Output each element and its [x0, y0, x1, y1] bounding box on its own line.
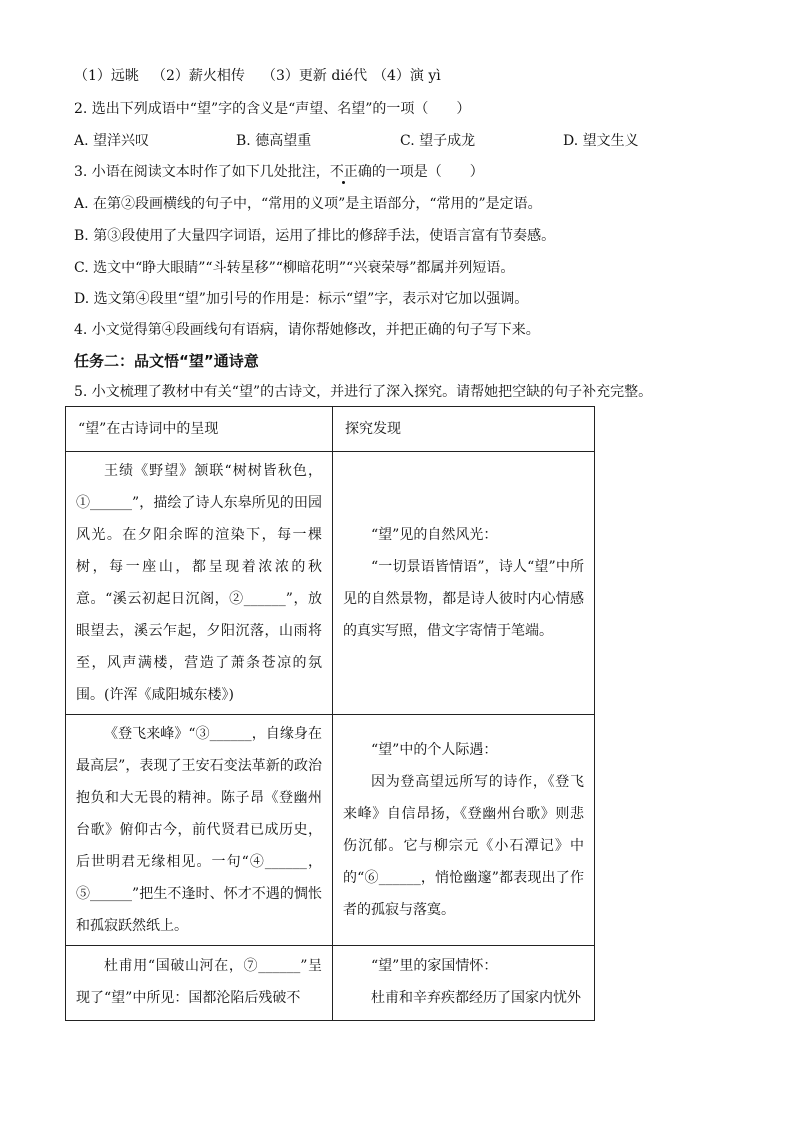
header-findings: 探究发现 — [345, 421, 401, 437]
table-cell — [66, 946, 333, 1021]
question-3-stem — [74, 162, 484, 182]
q3-stem-part-b: 确的一项是（ ） — [357, 164, 484, 180]
poem-table — [65, 406, 595, 1021]
row-1-left-text: 王绩《野望》颔联“树树皆秋色，①______”，描绘了诗人东皋所见的田园风光。在夕阳余晖的渲染下，每一棵树，每一座山，都呈现着浓浓的秋意。“溪云初起日沉阁，②______”，放眼望去，溪云乍起，夕阳沉落，山雨将至，风声满楼，营造了萧条苍凉的氛围。(许浑《咸阳城东楼》) — [76, 463, 322, 703]
q2-option-d[interactable]: D. 望文生义 — [563, 133, 639, 149]
table-header-cell — [333, 407, 595, 452]
item-4: （4）演 yì — [373, 68, 441, 84]
header-presentation: “望”在古诗词中的呈现 — [78, 421, 219, 437]
row-2-right-title: “望”中的个人际遇： — [371, 742, 498, 758]
q3-option-d[interactable]: D. 选文第④段里“望”加引号的作用是：标示“望”字，表示对它加以强调。 — [74, 291, 529, 307]
table-cell — [333, 946, 595, 1021]
row-3-left-text: 杜甫用“国破山河在，⑦______”呈现了“望”中所见：国都沦陷后残破不 — [76, 958, 322, 1006]
item-2: （2）薪火相传 — [152, 68, 245, 84]
question-4-stem: 4. 小文觉得第④段画线句有语病，请你帮她修改，并把正确的句子写下来。 — [74, 322, 540, 338]
item-3: （3）更新 dié代 — [262, 68, 368, 84]
q2-option-a[interactable]: A. 望洋兴叹 — [74, 133, 150, 149]
table-cell — [66, 452, 333, 715]
table-cell — [66, 715, 333, 946]
q3-option-c[interactable]: C. 选文中“睁大眼睛”“斗转星移”“柳暗花明”“兴衰荣辱”都属并列短语。 — [74, 260, 515, 276]
row-1-right-title: “望”见的自然风光： — [371, 527, 498, 543]
table-header-row — [66, 407, 595, 452]
question-2-stem: 2. 选出下列成语中“望”字的含义是“声望、名望”的一项（ ） — [74, 101, 471, 117]
row-3-right-body: 杜甫和辛弃疾都经历了国家内忧外 — [371, 990, 581, 1006]
row-2-left-text: 《登飞来峰》“③______，自缘身在最高层”，表现了王安石变法革新的政治抱负和大无畏的精神。陈子昂《登幽州台歌》俯仰古今，前代贤君已成历史，后世明君无缘相见。一句“④______，⑤______”把生不逢时、怀才不遇的惆怅和孤寂跃然纸上。 — [76, 726, 322, 934]
question-5-stem: 5. 小文梳理了教材中有关“望”的古诗文，并进行了深入探究。请帮她把空缺的句子补充完整。 — [74, 384, 653, 400]
row-1-right-body: “一切景语皆情语”，诗人“望”中所见的自然景物，都是诗人彼时内心情感的真实写照，借文字寄情于笔端。 — [343, 559, 584, 639]
table-row — [66, 715, 595, 946]
q2-option-b[interactable]: B. 德高望重 — [236, 133, 312, 149]
item-1: （1）远眺 — [74, 68, 139, 84]
table-row — [66, 946, 595, 1021]
q3-option-b[interactable]: B. 第③段使用了大量四字词语，运用了排比的修辞手法，使语言富有节奏感。 — [74, 228, 556, 244]
q3-emphasis-text: 不正 — [329, 164, 358, 180]
task-2-heading: 任务二：品文悟“望”通诗意 — [74, 352, 259, 370]
q2-option-c[interactable]: C. 望子成龙 — [400, 133, 476, 149]
table-cell — [333, 452, 595, 715]
row-2-right-body: 因为登高望远所写的诗作，《登飞来峰》自信昂扬，《登幽州台歌》则悲伤沉郁。它与柳宗元《小石潭记》中的“⑥______，悄怆幽邃”都表现出了作者的孤寂与落寞。 — [343, 774, 584, 918]
row-3-right-title: “望”里的家国情怀： — [371, 958, 498, 974]
table-header-cell — [66, 407, 333, 452]
table-row — [66, 452, 595, 715]
q3-stem-part-a: 3. 小语在阅读文本时作了如下几处批注， — [74, 164, 330, 180]
table-cell — [333, 715, 595, 946]
q3-option-a[interactable]: A. 在第②段画横线的句子中，“常用的义项”是主语部分，“常用的”是定语。 — [74, 196, 542, 212]
